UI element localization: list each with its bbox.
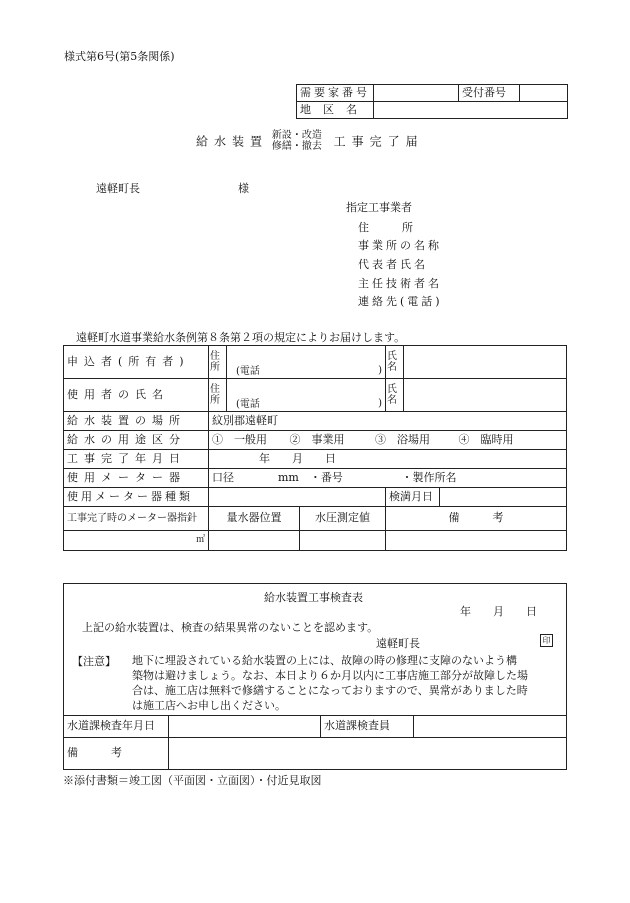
district-label: 地区名: [297, 102, 374, 119]
applicant-tel-close: ): [378, 365, 382, 377]
user-tel-label: (電話: [236, 399, 260, 411]
note-line: は施工店へお申し出ください。: [132, 699, 286, 712]
main-table: [63, 345, 567, 551]
inspection-box: [63, 583, 567, 770]
customer-no-label: 需要家番号: [297, 85, 374, 102]
note-line: 地下に埋設されている給水装置の上には、故障の時の修理に支障のないよう構: [132, 654, 517, 667]
note-body: [132, 653, 528, 713]
addressee-mayor: 遠軽町長: [96, 182, 140, 195]
note-line: 合は、施工店は無料で修繕することになっておりますので、異常がありました時: [132, 684, 528, 697]
inspection-remarks-field[interactable]: [169, 738, 567, 770]
contractor-heading: 指定工事業者: [346, 201, 412, 214]
applicant-name-field[interactable]: [404, 346, 567, 379]
work-type-repair-remove: 修繕・撤去: [271, 141, 322, 152]
seal-mark: 印: [540, 634, 553, 647]
usage-label: 給水の用途区分: [64, 431, 209, 450]
inspection-confirm: 上記の給水装置は、検査の結果異常のないことを認めます。: [82, 621, 379, 634]
title-suffix: 工事完了届: [333, 134, 424, 149]
usage-option-temporary[interactable]: ④ 臨時用: [458, 432, 514, 446]
meter-position-label: 量水器位置: [209, 507, 300, 531]
meter-label: 使用メーター器: [64, 469, 209, 488]
user-addr-label: 住所: [209, 379, 227, 412]
note-line: 築物は避けましょう。なお、本日より６か月以内に工事店施工部分が故障した場: [132, 669, 528, 682]
contractor-contact-label: 連絡先(電話): [358, 295, 443, 308]
contractor-office-label: 事業所の名称: [358, 239, 442, 252]
applicant-label: 申込者(所有者): [64, 346, 209, 379]
location-row: [64, 412, 567, 431]
usage-row: [64, 431, 567, 450]
applicant-address-field[interactable]: [227, 346, 386, 379]
inspection-remarks-label: 備 考: [64, 738, 169, 770]
meter-maker: ・製作所名: [401, 470, 457, 484]
meter-reading-label: 工事完了時のメーター器指針: [64, 507, 209, 531]
usage-option-bath[interactable]: ③ 浴場用: [375, 432, 430, 446]
inspector-label: 水道課検査員: [321, 716, 414, 738]
meter-info[interactable]: [209, 469, 567, 488]
expiry-field[interactable]: [440, 488, 567, 507]
completion-row: [64, 450, 567, 469]
expiry-label: 検満月日: [386, 488, 440, 507]
contractor-engineer-label: 主任技術者名: [358, 277, 442, 290]
user-name-label: 使用者の氏名: [64, 379, 209, 412]
completion-label: 工事完了年月日: [64, 450, 209, 469]
meter-position-field[interactable]: [209, 531, 300, 551]
pressure-field[interactable]: [300, 531, 386, 551]
applicant-name-label: 氏名: [386, 346, 404, 379]
meter-type-field[interactable]: [209, 488, 386, 507]
applicant-row: [64, 346, 567, 379]
form-number: 様式第6号(第5条関係): [64, 50, 175, 63]
title-prefix: 給水装置: [196, 134, 269, 149]
location-value[interactable]: 紋別郡遠軽町: [209, 412, 567, 431]
pressure-label: 水圧測定値: [300, 507, 386, 531]
inspection-title: 給水装置工事検査表: [264, 591, 363, 604]
applicant-addr-label: 住所: [209, 346, 227, 379]
inspect-date-field[interactable]: [169, 716, 321, 738]
inspect-date-label: 水道課検査年月日: [64, 716, 169, 738]
reception-box: [296, 84, 568, 119]
attachments-note: ※添付書類＝竣工図（平面図・立面図）・付近見取図: [63, 774, 322, 787]
addressee-sama: 様: [238, 182, 249, 195]
inspection-table: [63, 715, 567, 770]
district-field[interactable]: [374, 102, 568, 119]
meter-type-label: 使用メーター器種類: [64, 488, 209, 507]
meter-type-row: [64, 488, 567, 507]
inspection-mayor: 遠軽町長: [376, 637, 420, 650]
user-address-field[interactable]: [227, 379, 386, 412]
user-row: [64, 379, 567, 412]
remarks-label: 備 考: [386, 507, 567, 531]
usage-options: [209, 431, 567, 450]
customer-no-field[interactable]: [374, 85, 459, 102]
usage-option-business[interactable]: ② 事業用: [289, 432, 345, 446]
receipt-no-field[interactable]: [520, 85, 568, 102]
usage-option-general[interactable]: ① 一般用: [212, 432, 267, 446]
user-name-label-small: 氏名: [386, 379, 404, 412]
applicant-tel-label: (電話: [236, 366, 260, 378]
meter-reading-field[interactable]: ㎥: [64, 531, 209, 551]
completion-date[interactable]: 年 月 日: [209, 450, 567, 469]
statement: 遠軽町水道事業給水条例第８条第２項の規定によりお届けします。: [76, 331, 406, 344]
inspector-field[interactable]: [414, 716, 567, 738]
user-name-field[interactable]: [404, 379, 567, 412]
form-title: [196, 130, 424, 152]
contractor-representative-label: 代表者氏名: [358, 258, 428, 271]
meter-reading-header-row: [64, 507, 567, 531]
inspection-date: 年 月 日: [460, 605, 537, 618]
meter-bore-number: 口径 mm ・番号: [212, 470, 343, 484]
meter-row: [64, 469, 567, 488]
meter-reading-value-row: [64, 531, 567, 551]
user-tel-close: ): [378, 398, 382, 410]
contractor-address-label: 住 所: [358, 221, 413, 234]
receipt-no-label: 受付番号: [459, 85, 520, 102]
work-type-new-modify: 新設・改造: [271, 130, 322, 141]
work-type-options: [272, 130, 322, 152]
note-label: 【注意】: [72, 655, 116, 668]
remarks-field[interactable]: [386, 531, 567, 551]
location-label: 給水装置の場所: [64, 412, 209, 431]
